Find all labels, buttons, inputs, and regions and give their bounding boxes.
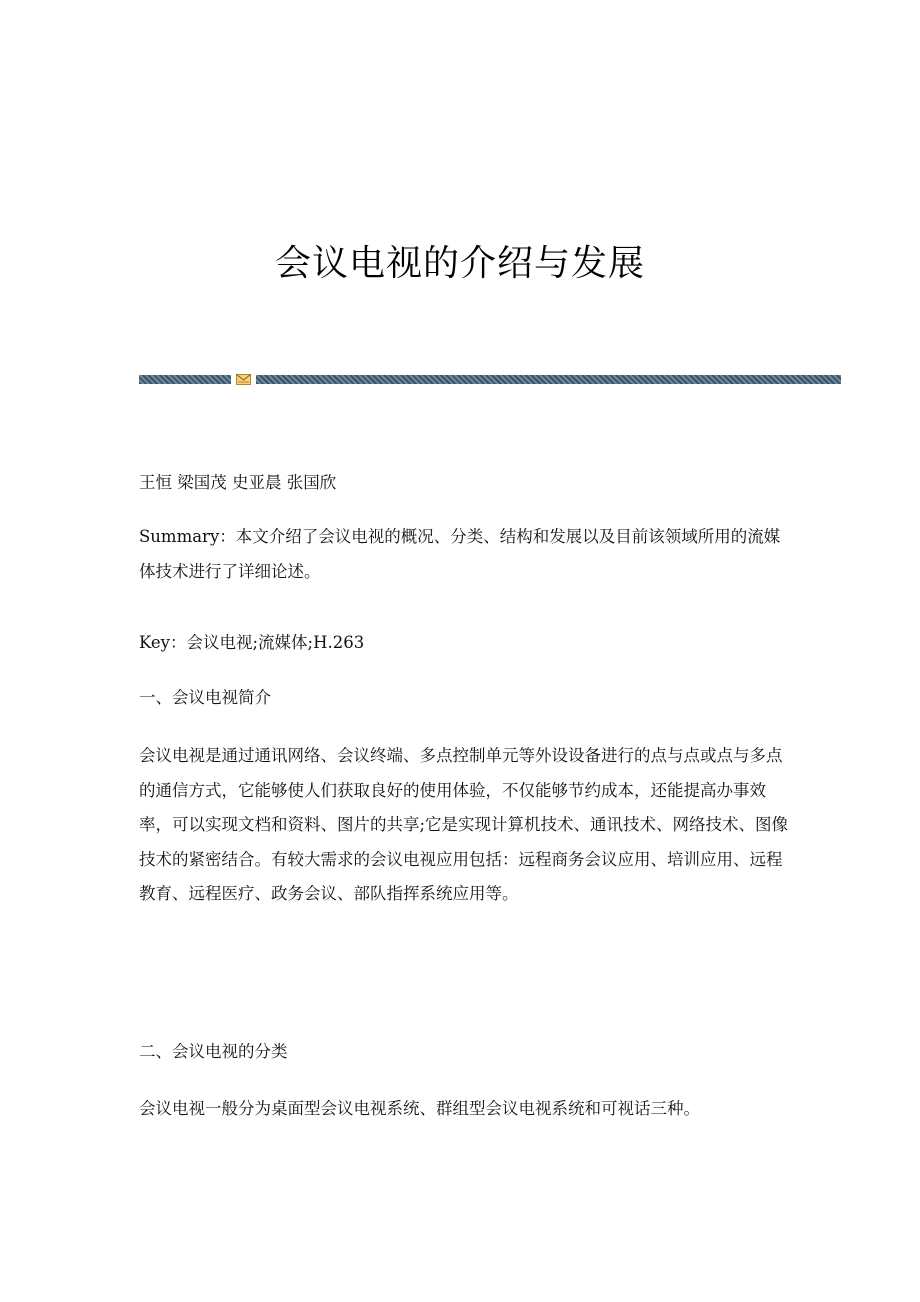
author-list: 王恒 梁国茂 史亚晨 张国欣: [139, 473, 337, 492]
section-1-heading: 一、会议电视简介: [139, 688, 271, 707]
envelope-icon: [236, 374, 251, 385]
document-title: 会议电视的介绍与发展: [274, 243, 645, 285]
section-2-paragraph: 会议电视一般分为桌面型会议电视系统、群组型会议电视系统和可视话三种。: [139, 1099, 700, 1118]
section-1-paragraph: 会议电视是通过通讯网络、会议终端、多点控制单元等外设设备进行的点与点或点与多点的通信方式，它能够使人们获取良好的使用体验，不仅能够节约成本，还能提高办事效率，可以实现文档和资料、图片的共享;它是实现计算机技术、通讯技术、网络技术、图像技术的紧密结合。有较大需求的会议电视应用包括：远程商务会议应用、培训应用、远程教育、远程医疗、政务会议、部队指挥系统应用等。: [139, 746, 789, 903]
section-2-heading: 二、会议电视的分类: [139, 1042, 288, 1061]
title-divider: [139, 375, 841, 384]
divider-right-segment: [256, 375, 841, 384]
divider-left-segment: [139, 375, 231, 384]
keywords-line: Key：会议电视;流媒体;H.263: [139, 633, 365, 652]
summary-paragraph: Summary：本文介绍了会议电视的概况、分类、结构和发展以及目前该领域所用的流媒体技术进行了详细论述。: [139, 527, 781, 581]
